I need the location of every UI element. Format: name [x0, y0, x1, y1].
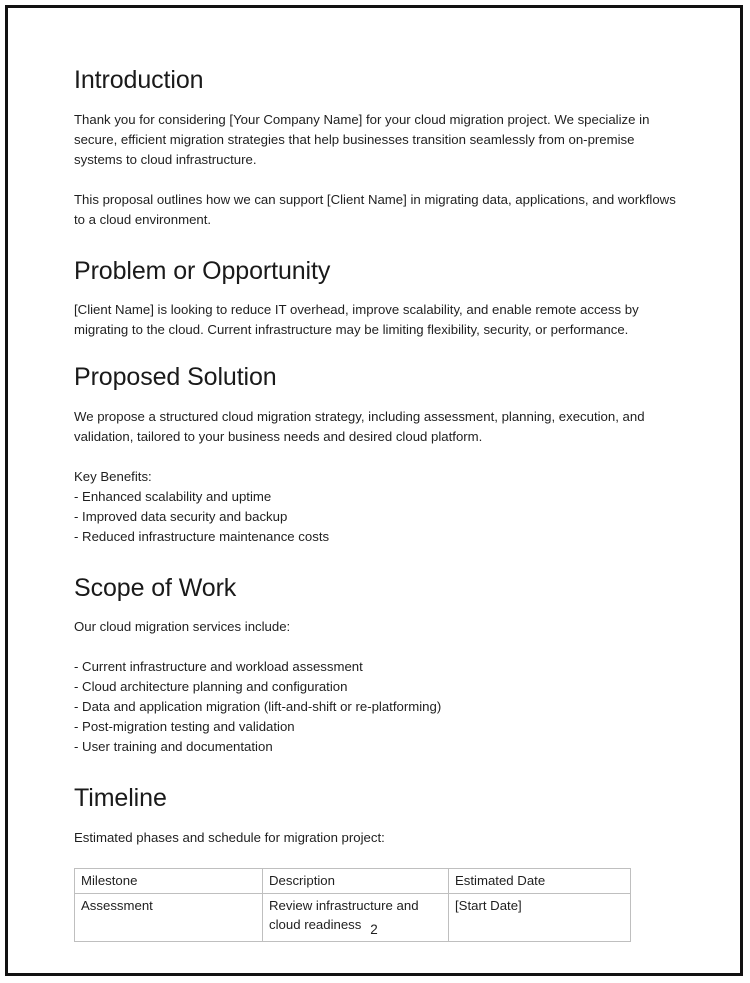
heading-proposed-solution: Proposed Solution	[74, 363, 277, 391]
page-canvas	[8, 8, 740, 973]
spacer	[74, 848, 678, 868]
list-item: - Enhanced scalability and uptime	[74, 488, 272, 504]
list-item: - Post-migration testing and validation	[74, 719, 295, 734]
list-item: - Cloud architecture planning and configuration	[74, 679, 348, 694]
table-header-row	[75, 868, 631, 893]
spacer	[74, 96, 678, 110]
proposed-solution-paragraph-1: We propose a structured cloud migration strategy, including assessment, planning, execution, and validation, tailored to your business needs and desired cloud platform.	[74, 408, 645, 444]
spacer	[74, 603, 678, 617]
heading-scope-of-work: Scope of Work	[74, 573, 237, 602]
problem-paragraph-1: [Client Name] is looking to reduce IT overhead, improve scalability, and enable remote access by migrating to the cloud. Current infrastructure may be limiting flexibility, security, or performance.	[74, 302, 639, 337]
list-item: - Data and application migration (lift-and-shift or re-platforming)	[74, 699, 442, 714]
table-header-cell-estimated-date: Estimated Date	[449, 868, 631, 893]
spacer	[74, 340, 678, 363]
page-border-frame	[5, 5, 743, 976]
timeline-paragraph-1: Estimated phases and schedule for migration project:	[74, 829, 385, 845]
heading-introduction: Introduction	[74, 66, 204, 94]
spacer	[74, 757, 678, 784]
spacer	[74, 814, 678, 828]
table-cell-milestone: Assessment	[75, 893, 263, 941]
list-item: - Reduced infrastructure maintenance costs	[74, 528, 330, 544]
introduction-paragraph-1: Thank you for considering [Your Company Name] for your cloud migration project. We specialize in secure, efficient migration strategies that help businesses transition seamlessly from on-premise systems to cloud infrastructure.	[74, 111, 650, 167]
spacer	[74, 230, 678, 257]
spacer	[74, 637, 678, 657]
heading-problem-or-opportunity: Problem or Opportunity	[74, 256, 331, 285]
heading-timeline: Timeline	[74, 784, 167, 812]
page-number: 2	[370, 922, 378, 937]
introduction-paragraph-2: This proposal outlines how we can support [Client Name] in migrating data, applications, and workflows to a cloud environment.	[74, 191, 676, 227]
list-item: - Improved data security and backup	[74, 508, 288, 524]
spacer	[74, 170, 678, 190]
key-benefits-intro: Key Benefits:	[74, 468, 152, 484]
table-cell-estimated-date: [Start Date]	[449, 893, 631, 941]
scope-of-work-list	[74, 657, 678, 757]
scope-of-work-paragraph-1: Our cloud migration services include:	[74, 619, 291, 634]
spacer	[74, 547, 678, 574]
spacer	[74, 447, 678, 467]
table-header-cell-milestone: Milestone	[75, 868, 263, 893]
list-item: - Current infrastructure and workload assessment	[74, 659, 363, 674]
key-benefits-block	[74, 467, 678, 547]
spacer	[74, 393, 678, 407]
document-body	[74, 66, 678, 942]
table-cell-description: Review infrastructure and cloud readiness	[263, 893, 449, 941]
table-header-cell-description: Description	[263, 868, 449, 893]
spacer	[74, 286, 678, 300]
list-item: - User training and documentation	[74, 739, 273, 754]
